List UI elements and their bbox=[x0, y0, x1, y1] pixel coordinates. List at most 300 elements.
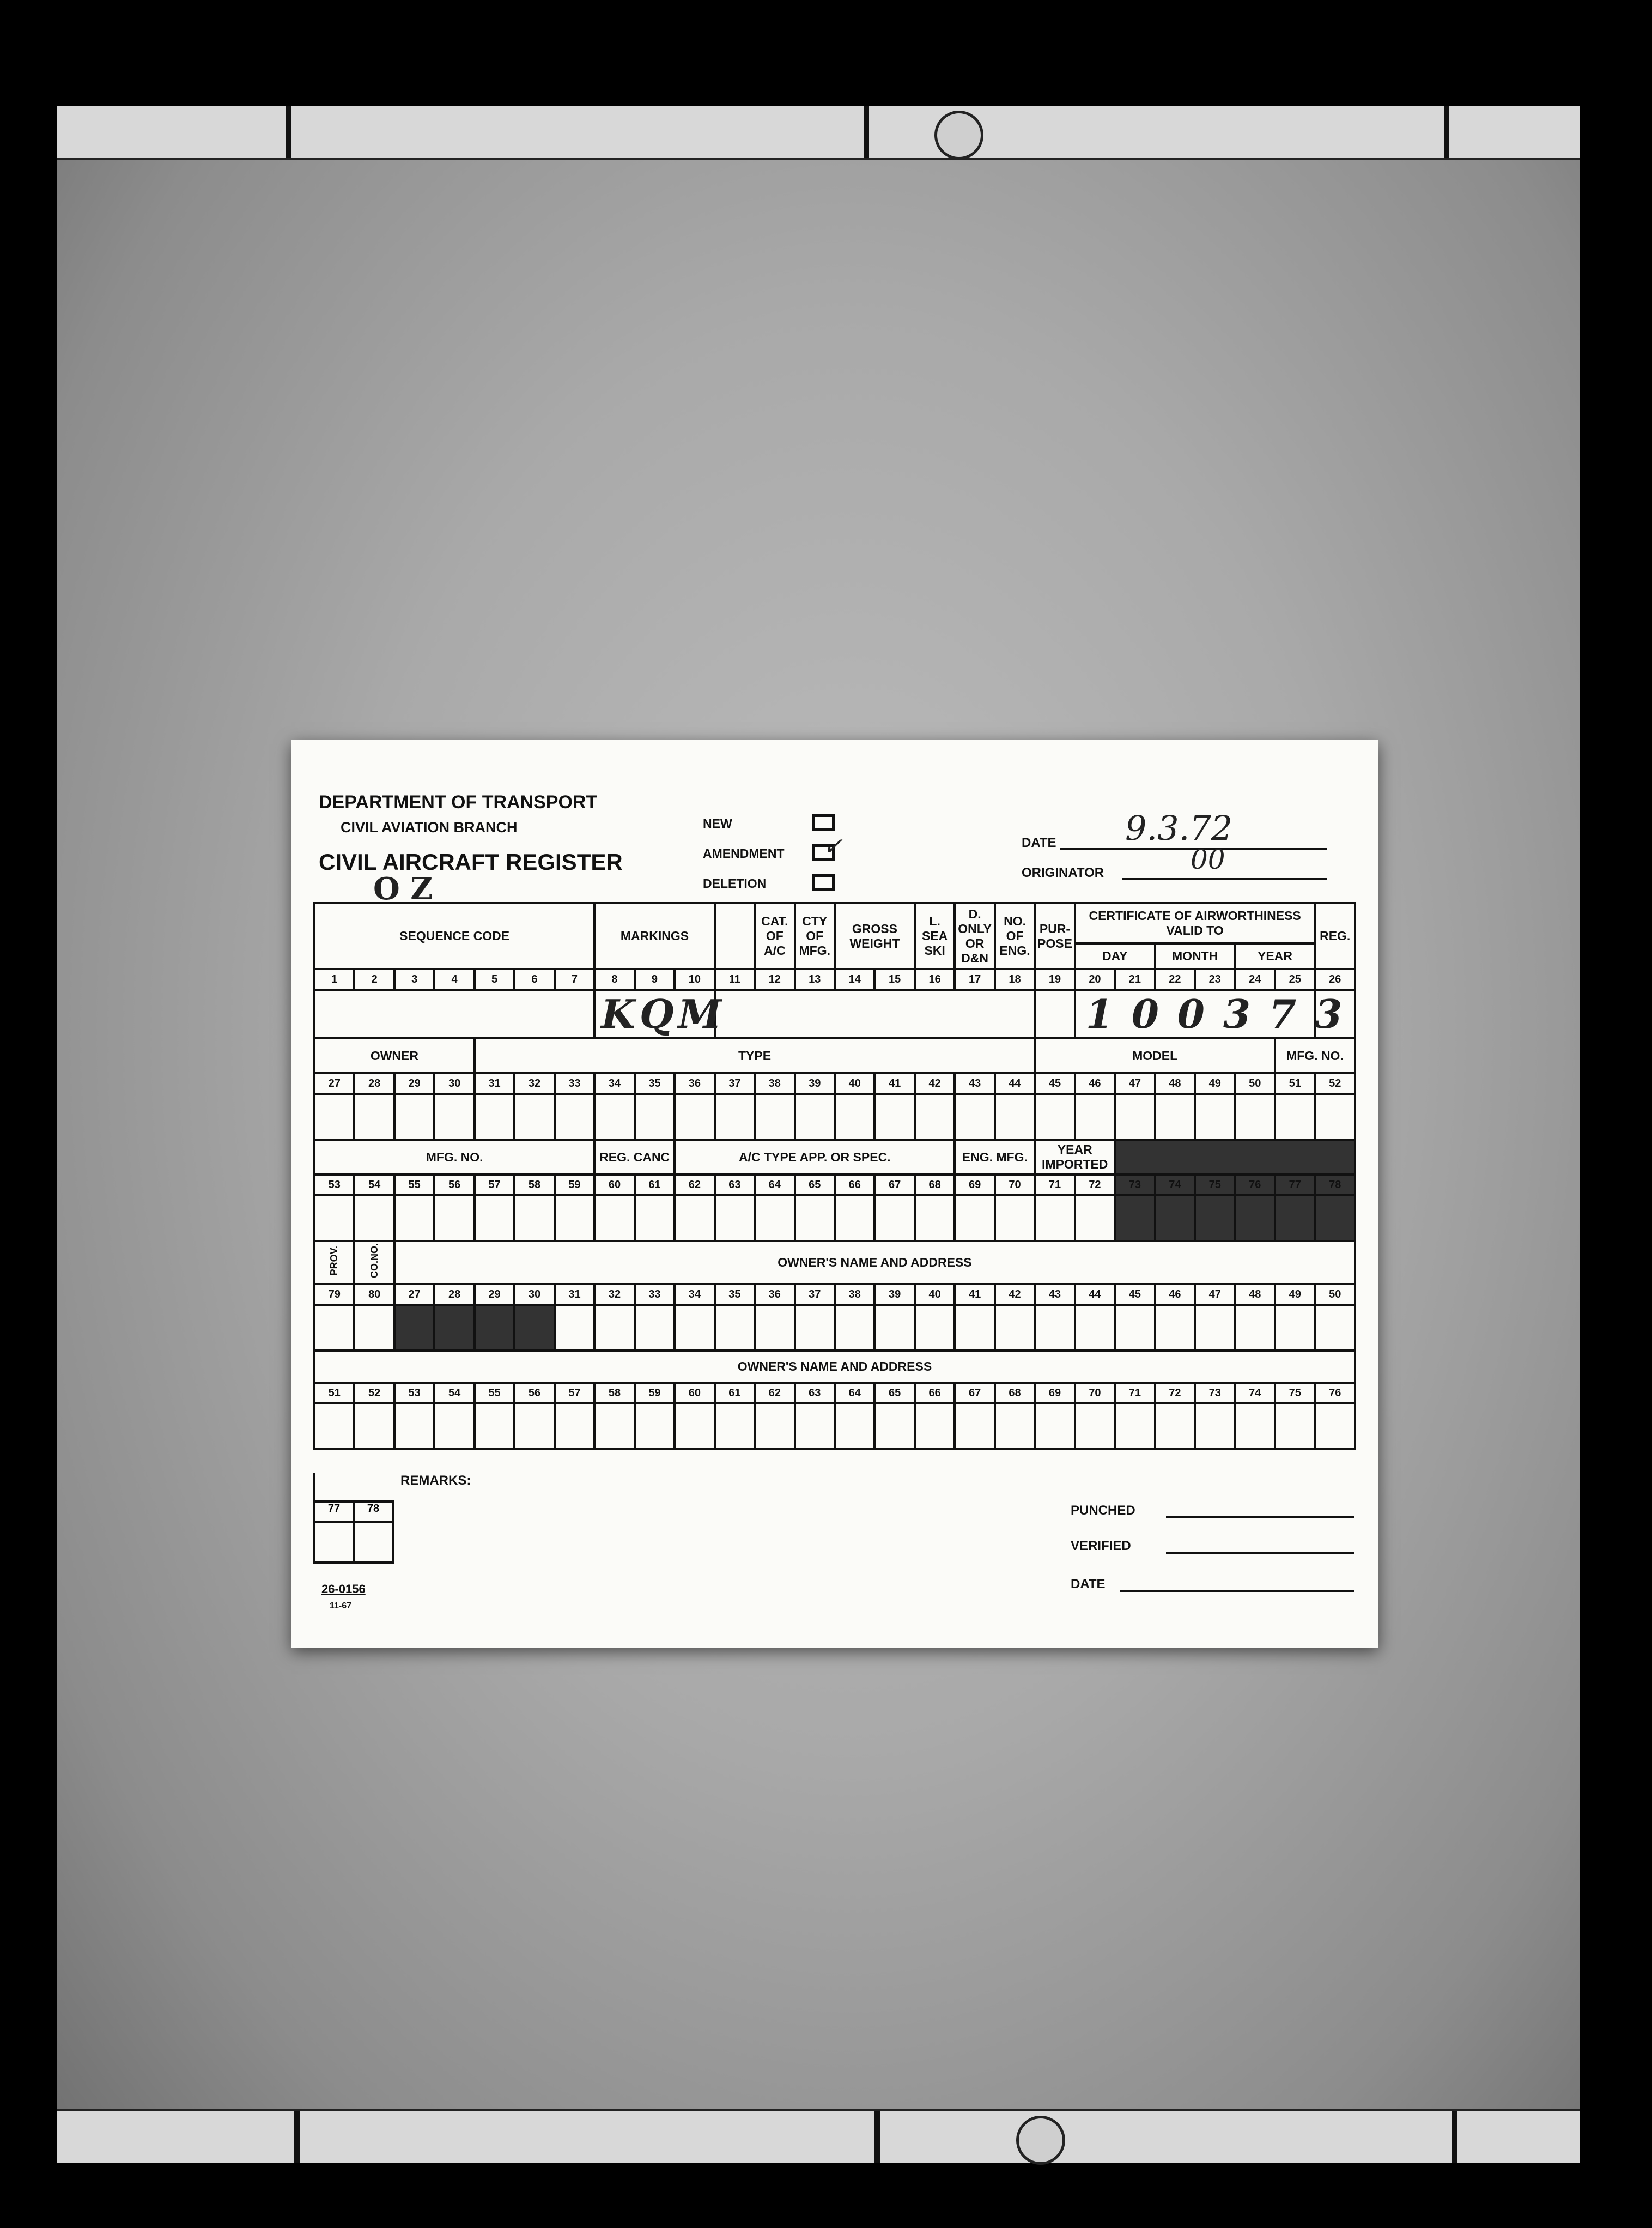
entry-cell[interactable] bbox=[1275, 1305, 1315, 1351]
entry-cell[interactable] bbox=[1035, 1403, 1074, 1449]
prov-label: PROV. bbox=[329, 1246, 340, 1276]
date-value[interactable]: 9.3.72 bbox=[1125, 808, 1233, 848]
register-grid bbox=[313, 902, 1361, 1450]
new-checkbox[interactable] bbox=[812, 814, 835, 831]
column-number: 71 bbox=[1115, 1383, 1155, 1403]
column-number: 48 bbox=[1235, 1284, 1275, 1305]
strip-divider bbox=[1444, 106, 1449, 158]
deletion-checkbox[interactable] bbox=[812, 874, 835, 891]
month-header: MONTH bbox=[1156, 945, 1236, 968]
column-number: 75 bbox=[1195, 1174, 1235, 1195]
entry-cell[interactable] bbox=[1115, 1305, 1155, 1351]
column-number: 49 bbox=[1195, 1073, 1235, 1094]
entry-cell[interactable] bbox=[354, 1094, 394, 1140]
entry-cell[interactable] bbox=[715, 1195, 755, 1241]
entry-cell[interactable] bbox=[915, 1403, 955, 1449]
column-number: 35 bbox=[715, 1284, 755, 1305]
entry-cell[interactable] bbox=[514, 1403, 554, 1449]
column-number: 39 bbox=[795, 1073, 835, 1094]
column-number: 7 bbox=[555, 969, 595, 990]
column-number: 78 bbox=[1315, 1174, 1355, 1195]
column-number: 32 bbox=[514, 1073, 554, 1094]
column-number: 66 bbox=[915, 1383, 955, 1403]
entry-cell[interactable] bbox=[1155, 1305, 1195, 1351]
entry-cell[interactable] bbox=[955, 1305, 994, 1351]
entry-cell[interactable] bbox=[874, 1403, 914, 1449]
entry-cell[interactable] bbox=[835, 1403, 874, 1449]
column-number: 6 bbox=[514, 969, 554, 990]
entry-cell[interactable] bbox=[635, 1403, 675, 1449]
model-header: MODEL bbox=[1035, 1038, 1275, 1073]
column-number: 61 bbox=[635, 1174, 675, 1195]
column-number: 73 bbox=[1115, 1174, 1155, 1195]
column-number: 79 bbox=[314, 1284, 354, 1305]
column-number: 50 bbox=[1315, 1284, 1355, 1305]
entry-cell[interactable] bbox=[675, 1195, 714, 1241]
airworthiness-header bbox=[1075, 903, 1315, 969]
strip-divider bbox=[874, 2111, 880, 2163]
column-number: 8 bbox=[594, 969, 634, 990]
entry-cell bbox=[1115, 1195, 1155, 1241]
column-number: 73 bbox=[1195, 1383, 1235, 1403]
entry-cell[interactable] bbox=[675, 1305, 714, 1351]
column-number: 24 bbox=[1235, 969, 1275, 990]
column-number: 43 bbox=[955, 1073, 994, 1094]
entry-cell[interactable] bbox=[594, 1403, 634, 1449]
entry-cell[interactable] bbox=[715, 1094, 755, 1140]
entry-cell[interactable] bbox=[1115, 1094, 1155, 1140]
entry-cell[interactable] bbox=[755, 1305, 794, 1351]
column-number: 34 bbox=[675, 1284, 714, 1305]
day-night-header: D. ONLY OR D&N bbox=[955, 903, 994, 969]
footer-entry-cell[interactable] bbox=[313, 1523, 355, 1564]
column-number: 67 bbox=[955, 1383, 994, 1403]
punch-hole bbox=[1016, 2116, 1065, 2165]
entry-cell[interactable] bbox=[1195, 1094, 1235, 1140]
entry-cell[interactable] bbox=[795, 1305, 835, 1351]
entry-cell[interactable] bbox=[475, 1403, 514, 1449]
column-number: 60 bbox=[675, 1383, 714, 1403]
column-number: 70 bbox=[995, 1174, 1035, 1195]
column-number: 42 bbox=[915, 1073, 955, 1094]
co-no-header bbox=[354, 1241, 394, 1284]
column-number: 71 bbox=[1035, 1174, 1074, 1195]
footer-date-line[interactable] bbox=[1120, 1590, 1354, 1592]
entry-cell bbox=[1275, 1195, 1315, 1241]
column-number: 47 bbox=[1195, 1284, 1235, 1305]
film-strip-top bbox=[57, 106, 1580, 160]
entry-cell[interactable] bbox=[1315, 1305, 1355, 1351]
entry-cell[interactable] bbox=[635, 1305, 675, 1351]
column-number: 41 bbox=[955, 1284, 994, 1305]
footer-number-cell: 78 bbox=[355, 1500, 394, 1523]
column-number: 53 bbox=[314, 1174, 354, 1195]
year-header: YEAR bbox=[1258, 949, 1292, 963]
column-number: 69 bbox=[955, 1174, 994, 1195]
column-number: 51 bbox=[314, 1383, 354, 1403]
entry-cell bbox=[514, 1305, 554, 1351]
verified-label: VERIFIED bbox=[1071, 1539, 1131, 1553]
entry-cell[interactable] bbox=[795, 1195, 835, 1241]
column-number: 63 bbox=[795, 1383, 835, 1403]
entry-cell[interactable] bbox=[635, 1195, 675, 1241]
column-number: 60 bbox=[594, 1174, 634, 1195]
originator-value[interactable]: 00 bbox=[1191, 844, 1225, 875]
column-number: 65 bbox=[795, 1174, 835, 1195]
column-number: 65 bbox=[874, 1383, 914, 1403]
entry-cell[interactable] bbox=[354, 1195, 394, 1241]
column-number: 5 bbox=[475, 969, 514, 990]
row1-fields-input[interactable] bbox=[715, 990, 1035, 1038]
column-number: 30 bbox=[434, 1073, 474, 1094]
entry-cell[interactable] bbox=[394, 1195, 434, 1241]
column-number: 50 bbox=[1235, 1073, 1275, 1094]
column-number: 66 bbox=[835, 1174, 874, 1195]
column-number: 76 bbox=[1315, 1383, 1355, 1403]
entry-cell bbox=[1195, 1195, 1235, 1241]
register-card bbox=[291, 740, 1378, 1648]
column-number: 75 bbox=[1275, 1383, 1315, 1403]
column-number: 76 bbox=[1235, 1174, 1275, 1195]
column-number: 74 bbox=[1155, 1174, 1195, 1195]
column-number: 29 bbox=[475, 1284, 514, 1305]
column-number: 57 bbox=[475, 1174, 514, 1195]
entry-cell[interactable] bbox=[835, 1094, 874, 1140]
column-number: 3 bbox=[394, 969, 434, 990]
entry-cell[interactable] bbox=[594, 1305, 634, 1351]
column-number: 17 bbox=[955, 969, 994, 990]
entry-cell[interactable] bbox=[555, 1195, 595, 1241]
entry-cell[interactable] bbox=[955, 1403, 994, 1449]
entry-cell[interactable] bbox=[314, 1305, 354, 1351]
markings-header: MARKINGS bbox=[594, 903, 714, 969]
column-number: 23 bbox=[1195, 969, 1235, 990]
reg-canc-header: REG. CANC bbox=[594, 1140, 675, 1174]
validity-input[interactable] bbox=[1075, 990, 1361, 1038]
column-number: 44 bbox=[1075, 1284, 1115, 1305]
entry-cell[interactable] bbox=[314, 1403, 354, 1449]
entry-cell[interactable] bbox=[434, 1195, 474, 1241]
entry-cell[interactable] bbox=[1155, 1094, 1195, 1140]
form-date: 11-67 bbox=[330, 1601, 352, 1611]
remarks-label: REMARKS: bbox=[400, 1473, 471, 1488]
column-number: 80 bbox=[354, 1284, 394, 1305]
entry-cell[interactable] bbox=[514, 1094, 554, 1140]
owner-name-address-header-2: OWNER'S NAME AND ADDRESS bbox=[314, 1351, 1355, 1383]
amendment-check-mark: ✓ bbox=[823, 833, 843, 861]
entry-cell[interactable] bbox=[835, 1305, 874, 1351]
no-of-eng-header: NO. OF ENG. bbox=[995, 903, 1035, 969]
column-number: 68 bbox=[995, 1383, 1035, 1403]
purpose-input[interactable] bbox=[1035, 990, 1074, 1038]
entry-cell[interactable] bbox=[675, 1094, 714, 1140]
entry-cell[interactable] bbox=[475, 1195, 514, 1241]
entry-cell bbox=[394, 1305, 434, 1351]
cty-of-mfg-header: CTY OF MFG. bbox=[795, 903, 835, 969]
entry-cell[interactable] bbox=[1235, 1094, 1275, 1140]
owner-name-address-header: OWNER'S NAME AND ADDRESS bbox=[394, 1241, 1355, 1284]
entry-cell[interactable] bbox=[874, 1094, 914, 1140]
footer-entry-cell[interactable] bbox=[355, 1523, 394, 1564]
column-number: 1 bbox=[314, 969, 354, 990]
footer-number-cells bbox=[313, 1500, 394, 1523]
stamp-mark: O Z bbox=[373, 871, 433, 907]
column-number: 45 bbox=[1035, 1073, 1074, 1094]
column-number: 58 bbox=[514, 1174, 554, 1195]
column-number: 62 bbox=[675, 1174, 714, 1195]
department-name: DEPARTMENT OF TRANSPORT bbox=[319, 792, 598, 813]
type-header: TYPE bbox=[475, 1038, 1035, 1073]
entry-cell[interactable] bbox=[1075, 1094, 1115, 1140]
entry-cell[interactable] bbox=[1075, 1403, 1115, 1449]
column-number: 33 bbox=[555, 1073, 595, 1094]
entry-cell[interactable] bbox=[394, 1403, 434, 1449]
column-number: 27 bbox=[394, 1284, 434, 1305]
column-number: 54 bbox=[434, 1383, 474, 1403]
entry-cell[interactable] bbox=[1075, 1195, 1115, 1241]
strip-divider bbox=[1452, 2111, 1457, 2163]
entry-cell[interactable] bbox=[594, 1094, 634, 1140]
column-number: 40 bbox=[915, 1284, 955, 1305]
column-number: 43 bbox=[1035, 1284, 1074, 1305]
cat-of-ac-header: CAT. OF A/C bbox=[755, 903, 794, 969]
entry-cell[interactable] bbox=[514, 1195, 554, 1241]
column-number: 64 bbox=[755, 1174, 794, 1195]
column-number: 70 bbox=[1075, 1383, 1115, 1403]
verified-line[interactable] bbox=[1166, 1552, 1354, 1554]
column-number: 52 bbox=[354, 1383, 394, 1403]
footer-date-label: DATE bbox=[1071, 1577, 1106, 1591]
column-number: 67 bbox=[874, 1174, 914, 1195]
entry-cell[interactable] bbox=[915, 1094, 955, 1140]
entry-cell[interactable] bbox=[1035, 1195, 1074, 1241]
form-number: 26-0156 bbox=[321, 1582, 366, 1596]
entry-cell[interactable] bbox=[1195, 1403, 1235, 1449]
column-number: 10 bbox=[675, 969, 714, 990]
eng-mfg-header: ENG. MFG. bbox=[955, 1140, 1035, 1174]
entry-cell bbox=[434, 1305, 474, 1351]
gross-weight-header: GROSS WEIGHT bbox=[835, 903, 915, 969]
entry-cell[interactable] bbox=[755, 1403, 794, 1449]
entry-cell[interactable] bbox=[915, 1195, 955, 1241]
column-number: 21 bbox=[1115, 969, 1155, 990]
validity-value: 100373 bbox=[1085, 991, 1361, 1037]
strip-divider bbox=[864, 106, 869, 158]
entry-cell[interactable] bbox=[715, 1403, 755, 1449]
footer-entry-cells[interactable] bbox=[313, 1523, 394, 1564]
column-number: 64 bbox=[835, 1383, 874, 1403]
punched-line[interactable] bbox=[1166, 1516, 1354, 1518]
column-number: 61 bbox=[715, 1383, 755, 1403]
entry-cell[interactable] bbox=[874, 1305, 914, 1351]
column-number: 28 bbox=[354, 1073, 394, 1094]
year-imported-header: YEAR IMPORTED bbox=[1035, 1140, 1115, 1174]
column-number: 51 bbox=[1275, 1073, 1315, 1094]
column-number: 11 bbox=[715, 969, 755, 990]
entry-cell[interactable] bbox=[995, 1305, 1035, 1351]
column-number: 15 bbox=[874, 969, 914, 990]
column-number: 46 bbox=[1155, 1284, 1195, 1305]
column-number: 42 bbox=[995, 1284, 1035, 1305]
column-number: 4 bbox=[434, 969, 474, 990]
column-number: 55 bbox=[394, 1174, 434, 1195]
entry-cell[interactable] bbox=[394, 1094, 434, 1140]
entry-cell[interactable] bbox=[915, 1305, 955, 1351]
column-number: 52 bbox=[1315, 1073, 1355, 1094]
entry-cell[interactable] bbox=[835, 1195, 874, 1241]
entry-cell[interactable] bbox=[795, 1094, 835, 1140]
entry-cell[interactable] bbox=[594, 1195, 634, 1241]
entry-cell bbox=[1315, 1195, 1355, 1241]
entry-cell bbox=[1155, 1195, 1195, 1241]
entry-cell[interactable] bbox=[434, 1403, 474, 1449]
entry-cell[interactable] bbox=[755, 1094, 794, 1140]
column-number: 37 bbox=[715, 1073, 755, 1094]
column-number: 2 bbox=[354, 969, 394, 990]
column-number: 57 bbox=[555, 1383, 595, 1403]
footer-number-cell: 77 bbox=[313, 1500, 355, 1523]
entry-cell[interactable] bbox=[995, 1094, 1035, 1140]
entry-cell[interactable] bbox=[955, 1094, 994, 1140]
strip-divider bbox=[286, 106, 291, 158]
entry-cell[interactable] bbox=[314, 1094, 354, 1140]
column-number: 12 bbox=[755, 969, 794, 990]
entry-cell[interactable] bbox=[314, 1195, 354, 1241]
mfg-no-header: MFG. NO. bbox=[1275, 1038, 1355, 1073]
column-number: 36 bbox=[755, 1284, 794, 1305]
entry-cell[interactable] bbox=[1235, 1403, 1275, 1449]
column-number: 14 bbox=[835, 969, 874, 990]
column-number: 74 bbox=[1235, 1383, 1275, 1403]
punched-label: PUNCHED bbox=[1071, 1503, 1135, 1518]
column-number: 13 bbox=[795, 969, 835, 990]
ac-type-app-header: A/C TYPE APP. OR SPEC. bbox=[675, 1140, 955, 1174]
option-amendment-label: AMENDMENT bbox=[703, 846, 785, 861]
markings-input[interactable] bbox=[594, 990, 726, 1038]
column-number: 63 bbox=[715, 1174, 755, 1195]
column-number: 30 bbox=[514, 1284, 554, 1305]
originator-label: ORIGINATOR bbox=[1022, 865, 1104, 880]
entry-cell[interactable] bbox=[1035, 1094, 1074, 1140]
entry-cell[interactable] bbox=[874, 1195, 914, 1241]
entry-cell[interactable] bbox=[555, 1094, 595, 1140]
airworthiness-title: CERTIFICATE OF AIRWORTHINESS VALID TO bbox=[1076, 904, 1314, 945]
date-label: DATE bbox=[1022, 836, 1056, 850]
column-number: 29 bbox=[394, 1073, 434, 1094]
entry-cell[interactable] bbox=[1275, 1094, 1315, 1140]
column-number: 38 bbox=[835, 1284, 874, 1305]
mfg-no-header-2: MFG. NO. bbox=[314, 1140, 594, 1174]
column-number: 59 bbox=[555, 1174, 595, 1195]
co-no-label: CO.NO. bbox=[368, 1243, 380, 1279]
blank-header bbox=[715, 903, 755, 969]
column-number: 37 bbox=[795, 1284, 835, 1305]
entry-cell[interactable] bbox=[1035, 1305, 1074, 1351]
entry-cell[interactable] bbox=[635, 1094, 675, 1140]
reg-header: REG. bbox=[1315, 903, 1355, 969]
column-number: 22 bbox=[1155, 969, 1195, 990]
column-number: 34 bbox=[594, 1073, 634, 1094]
entry-cell[interactable] bbox=[1315, 1403, 1355, 1449]
column-number: 19 bbox=[1035, 969, 1074, 990]
column-number: 55 bbox=[475, 1383, 514, 1403]
entry-cell[interactable] bbox=[1235, 1305, 1275, 1351]
shaded-block bbox=[1115, 1140, 1355, 1174]
column-number: 20 bbox=[1075, 969, 1115, 990]
entry-cell[interactable] bbox=[795, 1403, 835, 1449]
column-number: 25 bbox=[1275, 969, 1315, 990]
entry-cell[interactable] bbox=[995, 1403, 1035, 1449]
column-number: 53 bbox=[394, 1383, 434, 1403]
column-number: 32 bbox=[594, 1284, 634, 1305]
entry-cell[interactable] bbox=[555, 1403, 595, 1449]
column-number: 41 bbox=[874, 1073, 914, 1094]
entry-cell[interactable] bbox=[475, 1094, 514, 1140]
column-number: 77 bbox=[1275, 1174, 1315, 1195]
column-number: 16 bbox=[915, 969, 955, 990]
column-number: 28 bbox=[434, 1284, 474, 1305]
column-number: 62 bbox=[755, 1383, 794, 1403]
entry-cell[interactable] bbox=[715, 1305, 755, 1351]
entry-cell[interactable] bbox=[354, 1305, 394, 1351]
column-number: 47 bbox=[1115, 1073, 1155, 1094]
markings-value: KQM bbox=[601, 991, 726, 1037]
entry-cell[interactable] bbox=[555, 1305, 595, 1351]
column-number: 69 bbox=[1035, 1383, 1074, 1403]
entry-cell[interactable] bbox=[675, 1403, 714, 1449]
column-number: 44 bbox=[995, 1073, 1035, 1094]
column-number: 49 bbox=[1275, 1284, 1315, 1305]
column-number: 31 bbox=[555, 1284, 595, 1305]
entry-cell[interactable] bbox=[1075, 1305, 1115, 1351]
form-title: CIVIL AIRCRAFT REGISTER bbox=[319, 849, 623, 875]
column-number: 46 bbox=[1075, 1073, 1115, 1094]
column-number: 9 bbox=[635, 969, 675, 990]
entry-cell[interactable] bbox=[434, 1094, 474, 1140]
entry-cell[interactable] bbox=[1155, 1403, 1195, 1449]
sea-ski-header: L. SEA SKI bbox=[915, 903, 955, 969]
entry-cell[interactable] bbox=[1275, 1403, 1315, 1449]
entry-cell[interactable] bbox=[995, 1195, 1035, 1241]
column-number: 38 bbox=[755, 1073, 794, 1094]
film-strip-bottom bbox=[57, 2109, 1580, 2163]
column-number: 26 bbox=[1315, 969, 1355, 990]
entry-cell[interactable] bbox=[955, 1195, 994, 1241]
column-number: 40 bbox=[835, 1073, 874, 1094]
entry-cell[interactable] bbox=[1115, 1403, 1155, 1449]
entry-cell[interactable] bbox=[1195, 1305, 1235, 1351]
sequence-code-header: SEQUENCE CODE bbox=[314, 903, 594, 969]
column-number: 56 bbox=[434, 1174, 474, 1195]
column-number: 18 bbox=[995, 969, 1035, 990]
column-number: 35 bbox=[635, 1073, 675, 1094]
column-number: 58 bbox=[594, 1383, 634, 1403]
branch-name: CIVIL AVIATION BRANCH bbox=[341, 819, 518, 836]
entry-cell bbox=[475, 1305, 514, 1351]
owner-header: OWNER bbox=[314, 1038, 475, 1073]
column-number: 27 bbox=[314, 1073, 354, 1094]
sequence-code-input[interactable] bbox=[314, 990, 594, 1038]
column-number: 39 bbox=[874, 1284, 914, 1305]
column-number: 68 bbox=[915, 1174, 955, 1195]
column-number: 72 bbox=[1075, 1174, 1115, 1195]
column-number: 56 bbox=[514, 1383, 554, 1403]
entry-cell[interactable] bbox=[354, 1403, 394, 1449]
prov-header bbox=[314, 1241, 354, 1284]
entry-cell[interactable] bbox=[1315, 1094, 1355, 1140]
strip-divider bbox=[294, 2111, 300, 2163]
entry-cell[interactable] bbox=[755, 1195, 794, 1241]
